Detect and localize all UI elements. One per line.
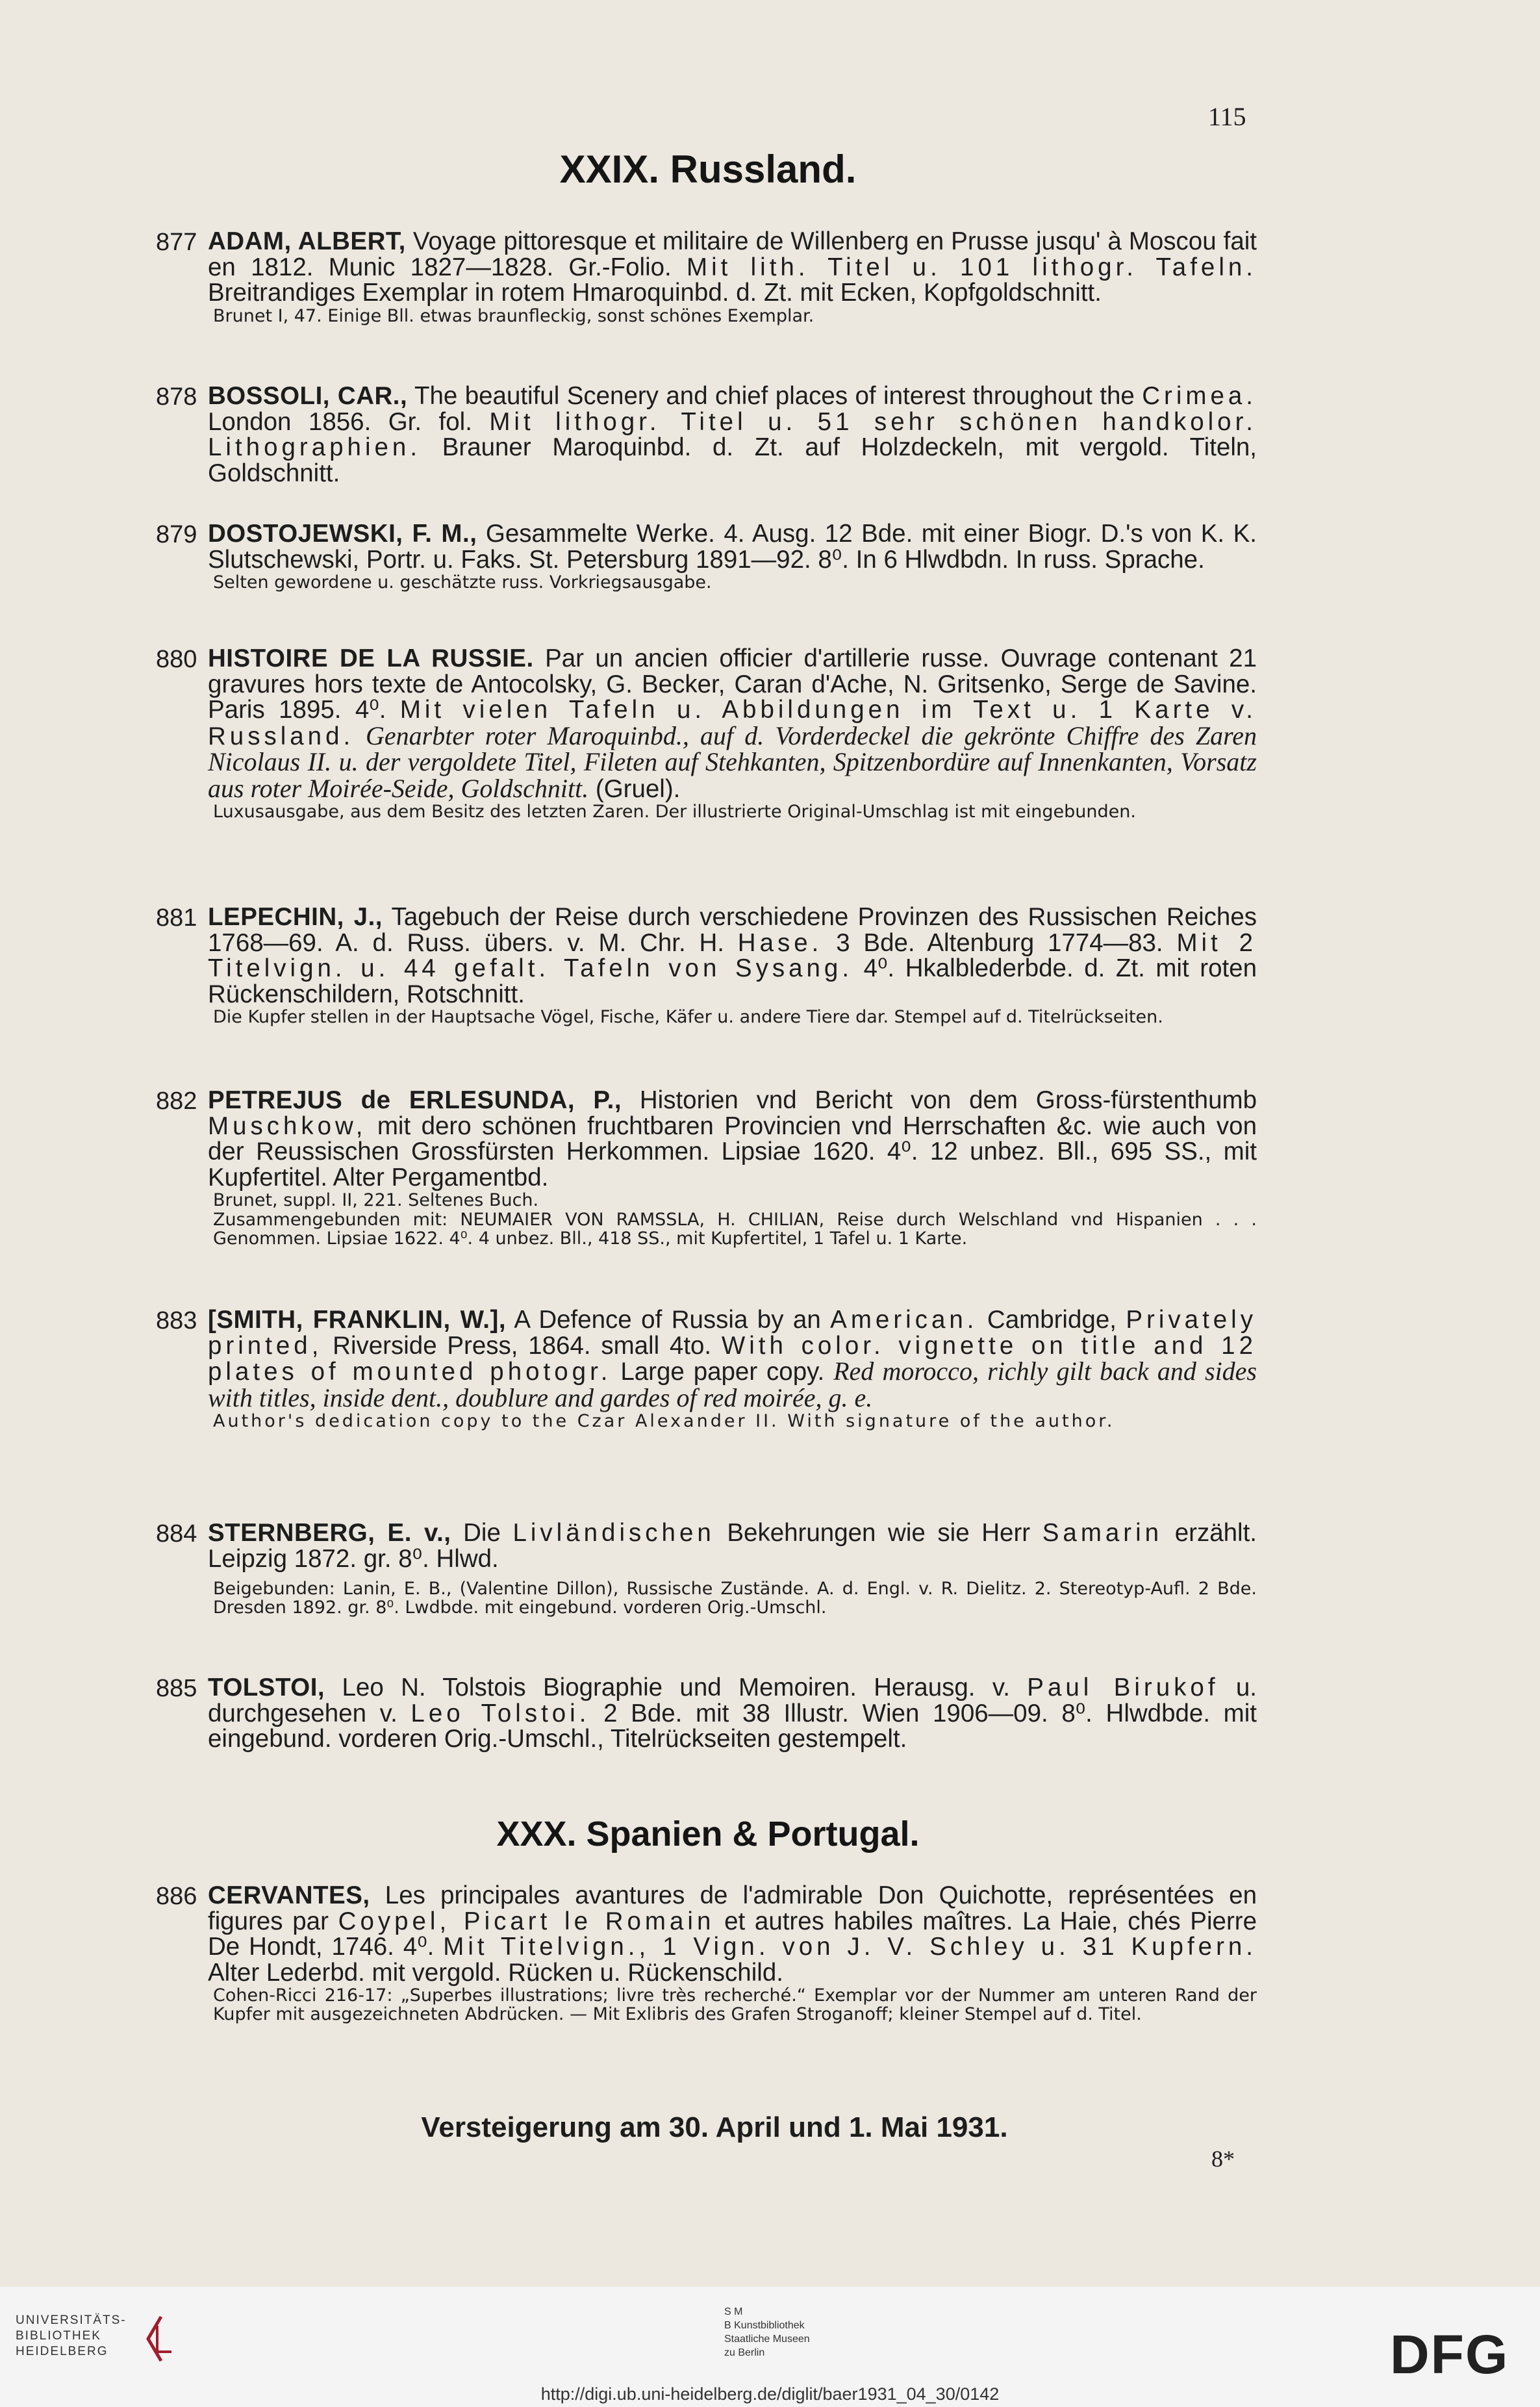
entry-text-spaced: Mit vielen Tafeln u. Abbildungen im Text u. 1 Karte v. Russland. [208, 696, 1257, 750]
logo-line: Staatliche Museen [724, 2334, 810, 2345]
entry-note: Zusammengebunden mit: NEUMAIER VON RAMSSLA, H. CHILIAN, Reise durch Welschland vnd Hispanien . . . Genommen. Lipsiae 1622. 4⁰. 4 unbez. Bll., 418 SS., mit Kupfertitel, 1 Tafel u. 1 Karte. [213, 1210, 1257, 1249]
entry-text-spaced: With color. vignette on title and 12 plates of mounted photogr. [208, 1331, 1257, 1386]
entry-text-spaced: Mit lithogr. Titel u. 51 sehr schönen handkolor. Lithographien. [208, 407, 1257, 461]
auction-date-line: Versteigerung am 30. April und 1. Mai 1931. [421, 2111, 1008, 2143]
entry-text: Voyage pittoresque et militaire de Willenberg en Prusse jusqu' à Moscou fait en 1812. Munic 1827—1828. Gr.-Folio. [208, 227, 1257, 281]
library-emblem-icon [142, 2313, 181, 2365]
entry-author: BOSSOLI, CAR., [208, 382, 408, 410]
entry-text: Brauner Maroquinbd. d. Zt. auf Holzdeckeln, mit vergold. Titeln, Goldschnitt. [208, 433, 1257, 487]
library-name-line: HEIDELBERG [16, 2345, 108, 2358]
entry-text: Gesammelte Werke. 4. Ausg. 12 Bde. mit einer Biogr. D.'s von K. K. Slutschewski, Portr. u. Faks. St. Petersburg 1891—92. 8⁰. In 6 Hlwdbdn. In russ. Sprache. [208, 520, 1257, 574]
entry-number: 877 [156, 229, 197, 256]
entry-text-spaced: Paul Birukof [1027, 1674, 1219, 1701]
entry-text [354, 722, 366, 750]
entry-text: 3 Bde. Altenburg 1774—83. [822, 928, 1177, 957]
entry-text: The beautiful Scenery and chief places of interest throughout the [407, 382, 1142, 410]
entry-number: 880 [156, 646, 197, 673]
entry-note: Luxusausgabe, aus dem Besitz des letzten Zaren. Der illustrierte Original-Umschlag ist mit eingebunden. [213, 802, 1136, 822]
entry-author: ADAM, ALBERT, [208, 227, 406, 255]
entry-text: Breitrandiges Exemplar in rotem Hmaroquinbd. d. Zt. mit Ecken, Kopfgoldschnitt. [208, 279, 1102, 307]
entry-text: A Defence of Russia by an [506, 1306, 831, 1334]
entry-text-spaced: Muschkow, [208, 1112, 367, 1140]
entry-text: Alter Lederbd. mit vergold. Rücken u. Rückenschild. [208, 1958, 783, 1987]
entry-text: Riverside Press, 1864. small 4to. [322, 1331, 722, 1360]
entry-author: DOSTOJEWSKI, F. M., [208, 520, 477, 548]
section-title-russland: XXIX. Russland. [559, 147, 857, 191]
entry-text: (Gruel). [588, 774, 681, 803]
logo-line: B Kunstbibliothek [724, 2320, 805, 2331]
entry-text: 4⁰. Hkalblederbde. d. Zt. mit roten Rückenschildern, Rotschnitt. [208, 954, 1257, 1008]
entry-text: et autres habiles maîtres. La Haie, chés Pierre De Hondt, 1746. 4⁰. [208, 1907, 1257, 1961]
entry-note: Die Kupfer stellen in der Hauptsache Vögel, Fische, Käfer u. andere Tiere dar. Stempel auf d. Titelrückseiten. [213, 1007, 1163, 1027]
entry-text: Par un ancien officier d'artillerie russe. Ouvrage contenant 21 gravures hors texte de Antocolsky, G. Becker, Caran d'Ache, N. Gritsenko, Serge de Savine. Paris 1895. 4⁰. [208, 644, 1257, 724]
entry-author: TOLSTOI, [208, 1674, 325, 1701]
entry-text: Les principales avantures de l'admirable Don Quichotte, représentées en figures par [208, 1881, 1257, 1935]
entry-number: 884 [156, 1520, 197, 1547]
entry-number: 885 [156, 1675, 197, 1702]
logo-line: S M [724, 2306, 743, 2317]
entry-text-spaced: Livländischen [512, 1519, 715, 1547]
entry-text: London 1856. Gr. fol. [208, 407, 490, 436]
entry-note: Brunet, suppl. II, 221. Seltenes Buch. [213, 1190, 539, 1210]
entry-number: 883 [156, 1307, 197, 1334]
entry-number: 886 [156, 1883, 197, 1910]
entry-author: PETREJUS de ERLESUNDA, P., [208, 1086, 622, 1114]
entry-text: 2 Bde. mit 38 Illustr. Wien 1906—09. 8⁰. Hlwdbde. mit eingebund. vorderen Orig.-Umschl., Titelrückseiten gestempelt. [208, 1699, 1257, 1753]
entry-text: u. durchgesehen v. [208, 1674, 1257, 1727]
page-number: 115 [1208, 102, 1246, 131]
entry-text: Tagebuch der Reise durch verschiedene Provinzen des Russischen Reiches 1768—69. A. d. Russ. übers. v. M. Chr. H. [208, 903, 1257, 957]
entry-author: LEPECHIN, J., [208, 903, 383, 931]
entry-text-spaced: Hase. [737, 928, 823, 957]
entry-text: erzählt. Leipzig 1872. gr. 8⁰. Hlwd. [208, 1519, 1257, 1573]
entry-note: Selten gewordene u. geschätzte russ. Vorkriegsausgabe. [213, 572, 712, 592]
entry-text: Bekehrungen wie sie Herr [714, 1519, 1042, 1547]
dfg-logo: DFG [1390, 2324, 1509, 2385]
entry-text-spaced: Mit Titelvign., 1 Vign. von J. V. Schley u. 31 Kupfern. [443, 1933, 1257, 1961]
entry-text: Die [451, 1519, 513, 1547]
library-name-line: UNIVERSITÄTS- [16, 2313, 127, 2327]
entry-text-spaced: Mit lith. Titel u. 101 lithogr. Tafeln. [687, 253, 1257, 281]
library-name-line: BIBLIOTHEK [16, 2329, 101, 2343]
entry-text-spaced: Samarin [1042, 1519, 1163, 1547]
entry-text: Large paper copy. [611, 1358, 834, 1386]
entry-text: Leo N. Tolstois Biographie und Memoiren. Herausg. v. [325, 1674, 1028, 1701]
entry-author: HISTOIRE DE LA RUSSIE. [208, 644, 534, 672]
entry-text-spaced: American. [830, 1306, 978, 1334]
entry-text-spaced: Coypel, Picart le Romain [338, 1907, 715, 1935]
entry-note: Brunet I, 47. Einige Bll. etwas braunfleckig, sonst schönes Exemplar. [213, 305, 814, 326]
entry-author: CERVANTES, [208, 1881, 370, 1909]
entry-number: 882 [156, 1088, 197, 1115]
entry-text: Cambridge, [978, 1306, 1126, 1334]
entry-number: 878 [156, 383, 197, 411]
entry-author: STERNBERG, E. v., [208, 1519, 451, 1547]
digitization-footer [0, 2287, 1540, 2407]
entry-note: Author's dedication copy to the Czar Alexander II. With signature of the author. [213, 1411, 1115, 1431]
entry-text-spaced: Leo Tolstoi. [410, 1699, 590, 1727]
logo-line: zu Berlin [724, 2347, 765, 2358]
entry-text-italic: Red morocco, richly gilt back and sides with titles, inside dent., doublure and gardes of red moirée, g. e. [208, 1356, 1257, 1412]
entry-text: mit dero schönen fruchtbaren Provincien vnd Herrschaften &c. wie auch von der Reussischen Grossfürsten Herkommen. Lipsiae 1620. 4⁰. 12 unbez. Bll., 695 SS., mit Kupfertitel. Alter Pergamentbd. [208, 1112, 1257, 1191]
entry-text-spaced: Mit 2 Titelvign. u. 44 gefalt. Tafeln von Sysang. [208, 928, 1257, 982]
entry-text-spaced: Privately printed, [208, 1306, 1257, 1360]
entry-text: Historien vnd Bericht von dem Gross-fürstenthumb [622, 1086, 1257, 1114]
section-title-spanien-portugal: XXX. Spanien & Portugal. [496, 1815, 920, 1853]
permalink-url[interactable]: http://digi.ub.uni-heidelberg.de/diglit/baer1931_04_30/0142 [540, 2384, 1000, 2404]
kunstbibliothek-logo [724, 2305, 810, 2360]
entry-text-italic: Genarbter roter Maroquinbd., auf d. Vorderdeckel die gekrönte Chiffre des Zaren Nicolaus II. u. der vergoldete Titel, Fileten auf Stehkanten, Spitzenbordüre auf Innenkanten, Vorsatz aus roter Moirée-Seide, Goldschnitt. [208, 720, 1257, 803]
entry-author: [SMITH, FRANKLIN, W.], [208, 1306, 507, 1334]
entry-note: Beigebunden: Lanin, E. B., (Valentine Dillon), Russische Zustände. A. d. Engl. v. R. Dielitz. 2. Stereotyp-Aufl. 2 Bde. Dresden 1892. gr. 8⁰. Lwdbde. mit eingebund. vorderen Orig.-Umschl. [213, 1579, 1257, 1618]
signature-mark: 8* [1211, 2146, 1235, 2172]
entry-note: Cohen-Ricci 216-17: „Superbes illustrations; livre très recherché.“ Exemplar vor der Nummer am unteren Rand der Kupfer mit ausgezeichneten Abdrücken. — Mit Exlibris des Grafen Stroganoff; kleiner Stempel auf d. Titel. [213, 1985, 1257, 2024]
entry-number: 879 [156, 521, 197, 548]
entry-number: 881 [156, 904, 197, 932]
library-logo[interactable] [16, 2313, 127, 2360]
entry-text-spaced: Crimea. [1142, 382, 1257, 410]
